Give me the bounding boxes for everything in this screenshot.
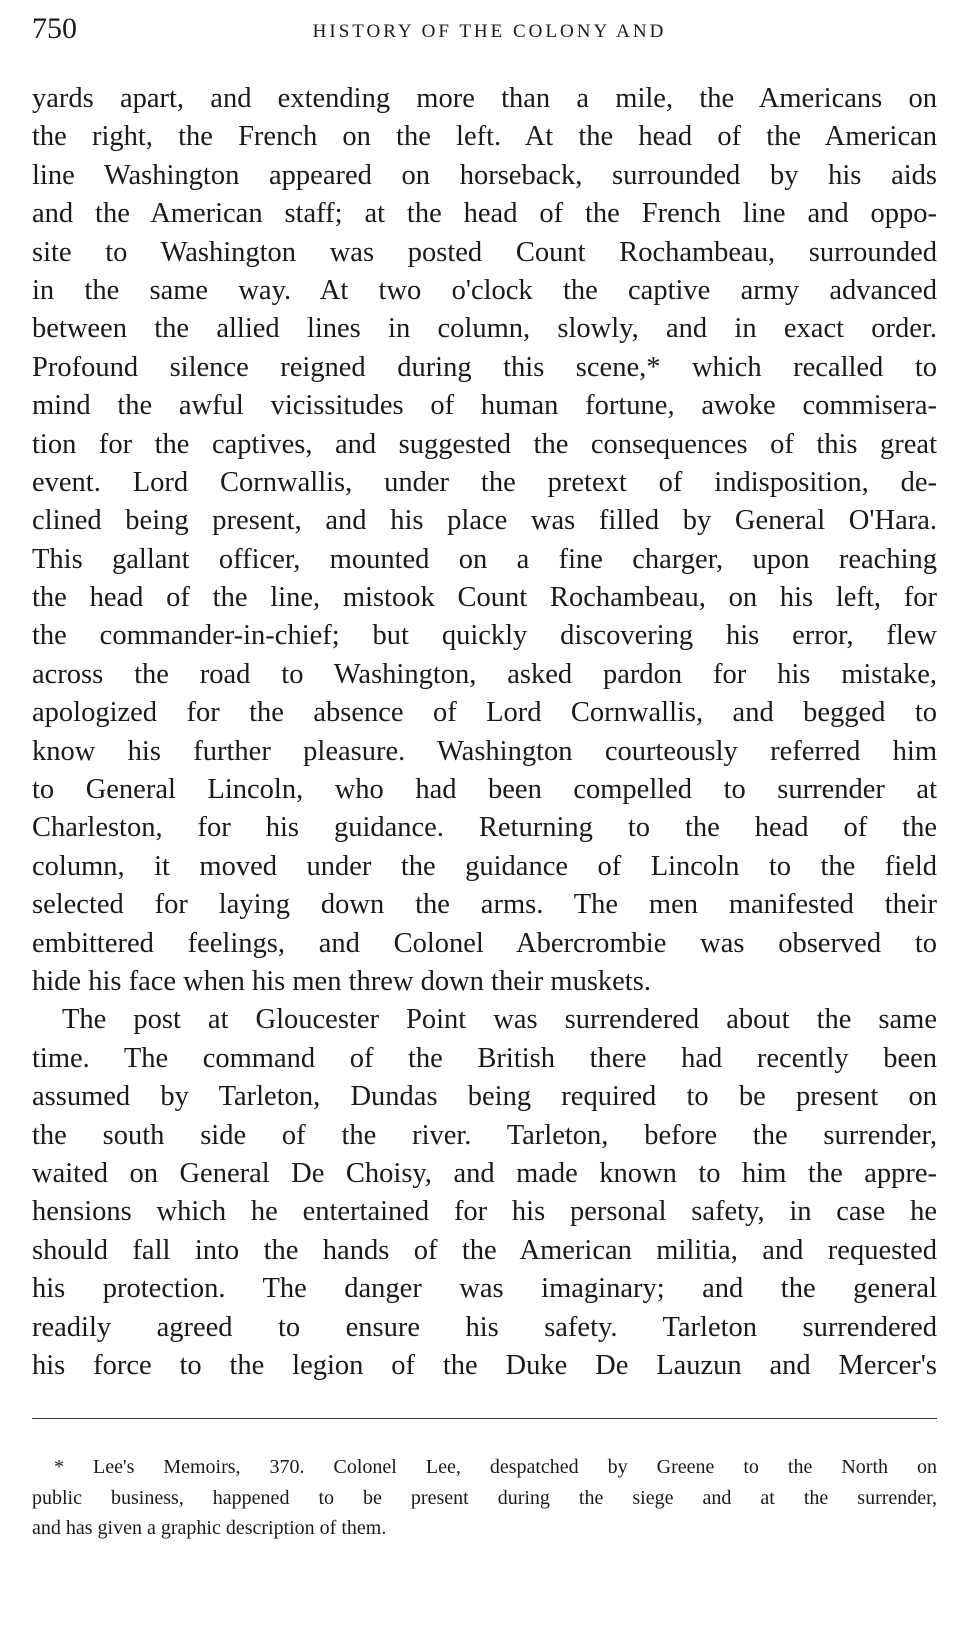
text-line: and the American staff; at the head of the French line and oppo-: [32, 198, 937, 230]
text-line: the head of the line, mistook Count Rochambeau, on his left, for: [32, 582, 937, 614]
text-line: readily agreed to ensure his safety. Tarleton surrendered: [32, 1311, 937, 1343]
text-line: his protection. The danger was imaginary; and the general: [32, 1273, 937, 1305]
text-line: apologized for the absence of Lord Cornwallis, and begged to: [32, 697, 937, 729]
running-head: [32, 8, 937, 52]
text-line: waited on General De Choisy, and made known to him the appre-: [32, 1157, 937, 1189]
text-line: Charleston, for his guidance. Returning to the head of the: [32, 812, 937, 844]
text-line: Profound silence reigned during this scene,* which recalled to: [32, 351, 937, 383]
text-line: line Washington appeared on horseback, surrounded by his aids: [32, 159, 937, 191]
text-line: know his further pleasure. Washington courteously referred him: [32, 735, 937, 767]
footnote-line: * Lee's Memoirs, 370. Colonel Lee, despatched by Greene to the North on: [54, 1456, 937, 1478]
text-line-paragraph-end: hide his face when his men threw down their muskets.: [32, 965, 651, 997]
footnote-line: public business, happened to be present during the siege and at the surrender,: [32, 1486, 937, 1509]
text-line: time. The command of the British there had recently been: [32, 1042, 937, 1074]
text-line: clined being present, and his place was filled by General O'Hara.: [32, 505, 937, 537]
text-line: between the allied lines in column, slowly, and in exact order.: [32, 313, 937, 345]
text-line: hensions which he entertained for his personal safety, in case he: [32, 1196, 937, 1228]
text-line: his force to the legion of the Duke De Lauzun and Mercer's: [32, 1349, 937, 1381]
text-line-paragraph-start: The post at Gloucester Point was surrendered about the same: [62, 1004, 937, 1036]
footnote-divider: [32, 1418, 937, 1419]
running-title: HISTORY OF THE COLONY AND: [312, 21, 667, 42]
footnote-line: and has given a graphic description of them.: [32, 1517, 387, 1539]
book-page: [32, 0, 937, 1632]
text-line: the south side of the river. Tarleton, before the surrender,: [32, 1119, 937, 1151]
text-line: assumed by Tarleton, Dundas being required to be present on: [32, 1081, 937, 1113]
footnote: [32, 1452, 937, 1544]
text-line: column, it moved under the guidance of Lincoln to the field: [32, 850, 937, 882]
text-line: the commander-in-chief; but quickly discovering his error, flew: [32, 620, 937, 652]
text-line: selected for laying down the arms. The men manifested their: [32, 889, 937, 921]
text-line: site to Washington was posted Count Rochambeau, surrounded: [32, 236, 937, 268]
text-line: tion for the captives, and suggested the consequences of this great: [32, 428, 937, 460]
text-line: in the same way. At two o'clock the captive army advanced: [32, 274, 937, 306]
text-line: This gallant officer, mounted on a fine charger, upon reaching: [32, 543, 937, 575]
text-line: yards apart, and extending more than a mile, the Americans on: [32, 83, 937, 114]
page-number: 750: [32, 12, 77, 45]
text-line: mind the awful vicissitudes of human fortune, awoke commisera-: [32, 390, 937, 422]
text-line: across the road to Washington, asked pardon for his mistake,: [32, 658, 937, 690]
text-line: to General Lincoln, who had been compelled to surrender at: [32, 774, 937, 806]
body-text: [32, 80, 937, 1385]
text-line: the right, the French on the left. At the head of the American: [32, 121, 937, 153]
text-line: event. Lord Cornwallis, under the pretext of indisposition, de-: [32, 466, 937, 498]
text-line: should fall into the hands of the American militia, and requested: [32, 1234, 937, 1266]
text-line: embittered feelings, and Colonel Abercrombie was observed to: [32, 927, 937, 959]
